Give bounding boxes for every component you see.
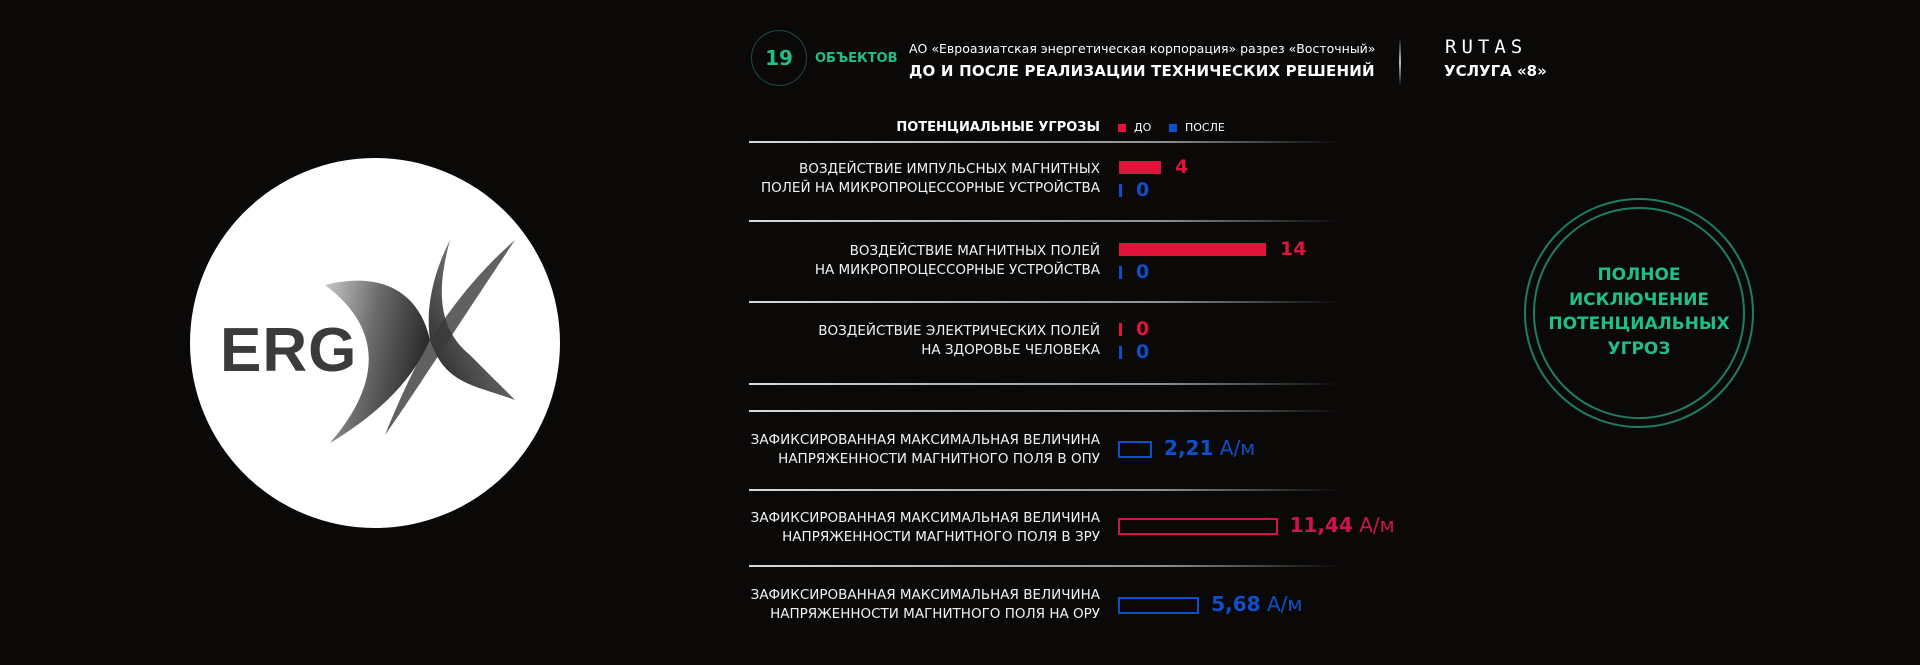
before-bar <box>1119 323 1122 336</box>
divider-line <box>749 220 1339 222</box>
measurement-value-label: 2,21 А/м <box>1164 436 1256 460</box>
after-value-label: 0 <box>1136 261 1150 283</box>
objects-count-label: ОБЪЕКТОВ <box>815 51 898 66</box>
divider-line <box>749 410 1339 412</box>
objects-count-badge: 19 <box>751 30 807 86</box>
after-bar <box>1119 184 1122 197</box>
divider-line <box>749 565 1339 567</box>
divider-line <box>749 301 1339 303</box>
erg-logo-mark-icon <box>325 235 525 445</box>
divider-line <box>749 141 1339 143</box>
service-label: УСЛУГА «8» <box>1444 62 1547 80</box>
erg-logo-text: ERG <box>220 316 358 385</box>
threat-category-label: ВОЗДЕЙСТВИЕ МАГНИТНЫХ ПОЛЕЙ НА МИКРОПРОЦЕССОРНЫЕ УСТРОЙСТВА <box>814 243 1100 278</box>
legend-after-label: ПОСЛЕ <box>1185 121 1225 134</box>
before-bar <box>1119 243 1266 256</box>
before-bar <box>1119 161 1161 174</box>
measurement-label: ЗАФИКСИРОВАННАЯ МАКСИМАЛЬНАЯ ВЕЛИЧИНА НАПРЯЖЕННОСТИ МАГНИТНОГО ПОЛЯ НА ОРУ <box>750 587 1100 622</box>
measurement-value-label: 11,44 А/м <box>1289 513 1395 537</box>
measurement-bar <box>1118 597 1199 614</box>
header-divider <box>1399 38 1401 86</box>
before-value-label: 14 <box>1280 238 1307 260</box>
company-name: АО «Евроазиатская энергетическая корпорация» разрез «Восточный» <box>909 41 1376 56</box>
legend-after-swatch <box>1169 124 1177 132</box>
legend-before-swatch <box>1118 124 1126 132</box>
page-title: ДО И ПОСЛЕ РЕАЛИЗАЦИИ ТЕХНИЧЕСКИХ РЕШЕНИЙ <box>909 62 1375 80</box>
threat-category-label: ВОЗДЕЙСТВИЕ ИМПУЛЬСНЫХ МАГНИТНЫХ ПОЛЕЙ НА МИКРОПРОЦЕССОРНЫЕ УСТРОЙСТВА <box>761 161 1100 196</box>
before-value-label: 0 <box>1136 318 1150 340</box>
divider-line <box>749 489 1339 491</box>
legend-before-label: ДО <box>1134 121 1152 134</box>
divider-line <box>749 383 1339 385</box>
measurement-bar <box>1118 441 1152 458</box>
rutas-brand-logo: RUTAS <box>1445 36 1528 58</box>
measurement-label: ЗАФИКСИРОВАННАЯ МАКСИМАЛЬНАЯ ВЕЛИЧИНА НАПРЯЖЕННОСТИ МАГНИТНОГО ПОЛЯ В ОПУ <box>750 432 1100 467</box>
after-value-label: 0 <box>1136 341 1150 363</box>
threats-chart-title: ПОТЕНЦИАЛЬНЫЕ УГРОЗЫ <box>896 120 1100 135</box>
measurement-bar <box>1118 518 1278 535</box>
after-bar <box>1119 266 1122 279</box>
measurement-value-label: 5,68 А/м <box>1211 592 1303 616</box>
before-value-label: 4 <box>1175 156 1189 178</box>
threat-category-label: ВОЗДЕЙСТВИЕ ЭЛЕКТРИЧЕСКИХ ПОЛЕЙ НА ЗДОРОВЬЕ ЧЕЛОВЕКА <box>818 323 1100 358</box>
measurement-label: ЗАФИКСИРОВАННАЯ МАКСИМАЛЬНАЯ ВЕЛИЧИНА НАПРЯЖЕННОСТИ МАГНИТНОГО ПОЛЯ В ЗРУ <box>750 510 1100 545</box>
result-text: ПОЛНОЕ ИСКЛЮЧЕНИЕ ПОТЕНЦИАЛЬНЫХ УГРОЗ <box>1548 265 1730 359</box>
after-bar <box>1119 346 1122 359</box>
after-value-label: 0 <box>1136 179 1150 201</box>
